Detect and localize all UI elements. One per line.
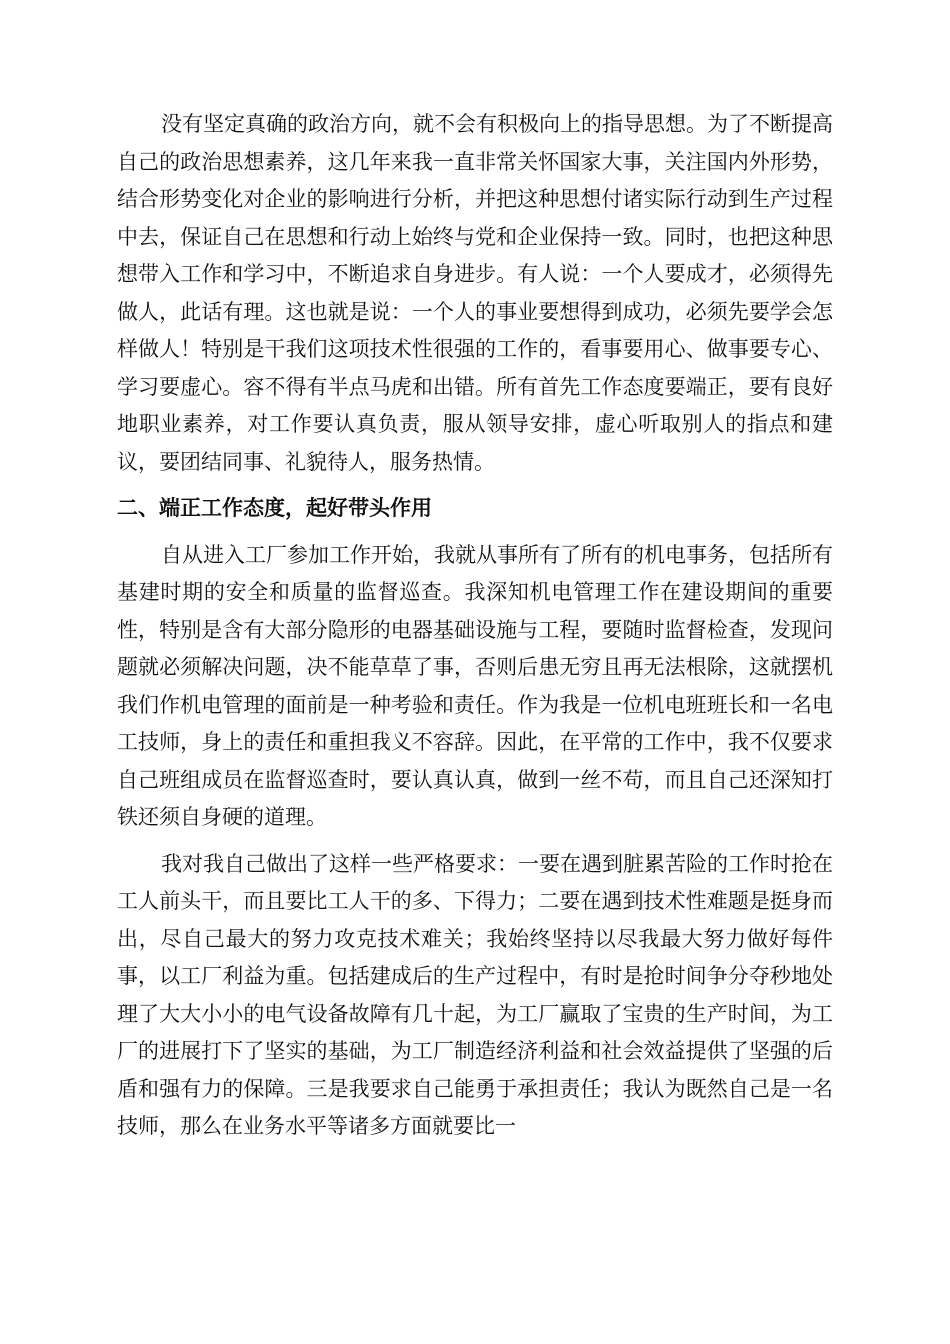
body-paragraph: 我对我自己做出了这样一些严格要求：一要在遇到脏累苦险的工作时抢在工人前头干，而且要比工人干的多、下得力；二要在遇到技术性难题是挺身而出，尽自己最大的努力攻克技术难关；我始终坚持以尽我最大努力做好每件事，以工厂利益为重。包括建成后的生产过程中，有时是抢时间争分夺秒地处理了大大小小的电气设备故障有几十起，为工厂赢取了宝贵的生产时间，为工厂的进展打下了坚实的基础，为工厂制造经济利益和社会效益提供了坚强的后盾和强有力的保障。三是我要求自己能勇于承担责任；我认为既然自己是一名技师，那么在业务水平等诸多方面就要比一 — [117, 851, 833, 1138]
section-heading: 二、端正工作态度，起好带头作用 — [117, 496, 432, 520]
document-page — [117, 106, 833, 1146]
body-paragraph: 没有坚定真确的政治方向，就不会有积极向上的指导思想。为了不断提高自己的政治思想素养，这几年来我一直非常关怀国家大事，关注国内外形势，结合形势变化对企业的影响进行分析，并把这种思想付诸实际行动到生产过程中去，保证自己在思想和行动上始终与党和企业保持一致。同时，也把这种思想带入工作和学习中，不断追求自身进步。有人说：一个人要成才，必须得先做人，此话有理。这也就是说：一个人的事业要想得到成功，必须先要学会怎样做人！特别是干我们这项技术性很强的工作的，看事要用心、做事要专心、学习要虚心。容不得有半点马虎和出错。所有首先工作态度要端正，要有良好地职业素养，对工作要认真负责，服从领导安排，虚心听取别人的指点和建议，要团结同事、礼貌待人，服务热情。 — [117, 112, 833, 474]
body-paragraph: 自从进入工厂参加工作开始，我就从事所有了所有的机电事务，包括所有基建时期的安全和质量的监督巡查。我深知机电管理工作在建设期间的重要性，特别是含有大部分隐形的电器基础设施与工程，要随时监督检查，发现问题就必须解决问题，决不能草草了事，否则后患无穷且再无法根除，这就摆机我们作机电管理的面前是一种考验和责任。作为我是一位机电班班长和一名电工技师，身上的责任和重担我义不容辞。因此，在平常的工作中，我不仅要求自己班组成员在监督巡查时，要认真认真，做到一丝不苟，而且自己还深知打铁还须自身硬的道理。 — [117, 542, 833, 829]
